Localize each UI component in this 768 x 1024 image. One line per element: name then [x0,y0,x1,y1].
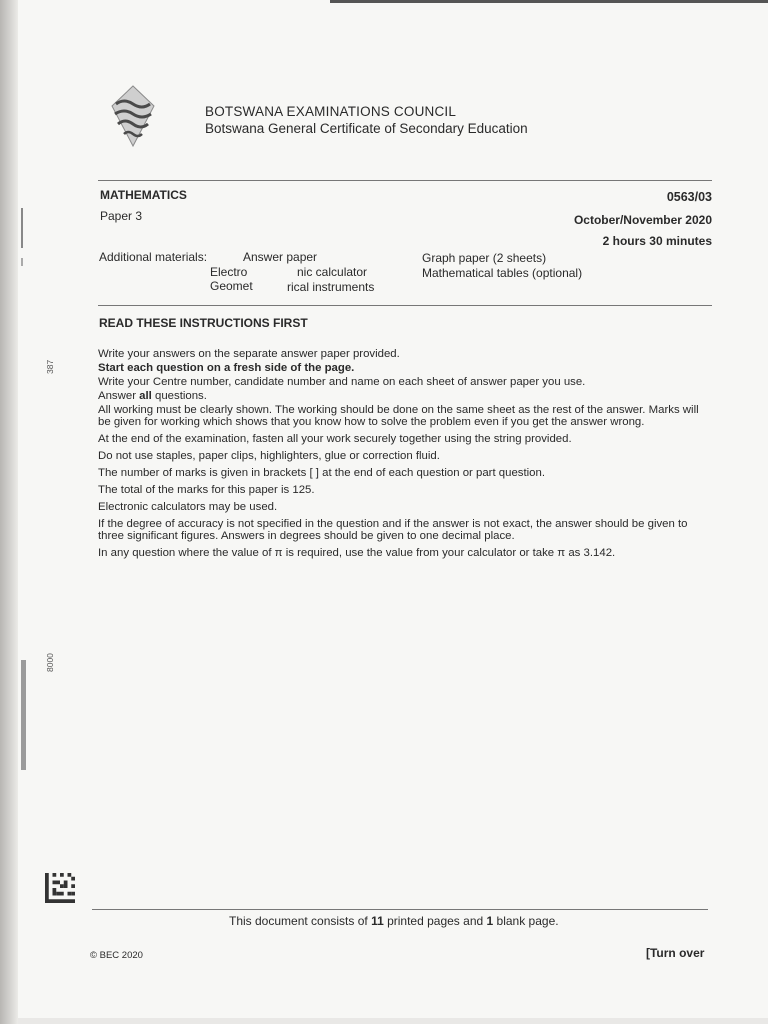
paper-number: Paper 3 [100,209,143,223]
margin-code: 387 [45,359,55,374]
bec-logo-icon [108,84,158,148]
materials-rule [98,305,712,306]
binding-mark [21,660,26,770]
binding-mark [21,258,23,266]
printed-pages-count: 11 [371,914,384,928]
syllabus-code: 0563/03 [666,190,712,204]
certificate-name: Botswana General Certificate of Secondary Education [205,121,528,136]
page-count-text: blank page. [493,914,559,928]
instruction-line: Do not use staples, paper clips, highlighters, glue or correction fluid. [98,450,440,462]
turn-over-label: [Turn over [646,946,705,960]
page-count-text: This document consists of [229,914,372,928]
material-item: nic calculator [297,265,368,279]
page-count-text: printed pages and [383,914,487,928]
page-left-edge [0,0,18,1024]
instruction-line: The number of marks is given in brackets [ ] at the end of each question or part question. [98,467,546,479]
instruction-line: At the end of the examination, fasten all your work securely together using the string provided. [98,433,572,445]
instruction-line: Write your answers on the separate answer paper provided. [98,348,400,360]
material-item: Mathematical tables (optional) [422,266,583,280]
instruction-line: Electronic calculators may be used. [98,501,278,513]
instruction-line: Write your Centre number, candidate number and name on each sheet of answer paper you use. [98,376,586,388]
instruction-line: All working must be clearly shown. The working should be done on the same sheet as the rest of the answer. Marks will be given for working which shows that you know how to solve the problem even if you get the answer wrong. [98,404,699,428]
instruction-line [98,390,713,402]
binding-mark [21,208,23,248]
material-item: Graph paper (2 sheets) [422,251,547,265]
subject-title: MATHEMATICS [100,188,187,202]
exam-session: October/November 2020 [573,213,712,227]
council-name: BOTSWANA EXAMINATIONS COUNCIL [205,104,457,119]
instruction-text: Answer [98,390,140,402]
instruction-line: The total of the marks for this paper is 125. [98,484,315,496]
exam-duration: 2 hours 30 minutes [602,234,712,248]
material-item: Electro [210,265,248,279]
material-item: rical instruments [287,280,375,294]
instructions-list [98,348,713,564]
footer-rule [92,909,708,910]
instruction-text: questions. [151,390,207,402]
blank-pages-count: 1 [486,914,494,928]
barcode-icon [44,873,76,903]
page-top-edge [330,0,768,3]
instruction-line: If the degree of accuracy is not specified in the question and if the answer is not exact, the answer should be given to three significant figures. Answers in degrees should be given to one decimal place. [98,518,688,542]
instruction-emphasis: all [139,390,152,402]
instruction-line: In any question where the value of π is required, use the value from your calculator or take π as 3.142. [98,547,616,559]
materials-label: Additional materials: [99,250,208,264]
instructions-heading: READ THESE INSTRUCTIONS FIRST [99,316,308,330]
page-count [229,914,559,928]
material-item: Answer paper [243,250,318,264]
instruction-line: Start each question on a fresh side of the page. [98,362,355,374]
margin-code: 8000 [45,653,55,672]
copyright-notice: © BEC 2020 [90,950,143,961]
header-rule [98,180,712,181]
material-item: Geomet [210,279,253,293]
